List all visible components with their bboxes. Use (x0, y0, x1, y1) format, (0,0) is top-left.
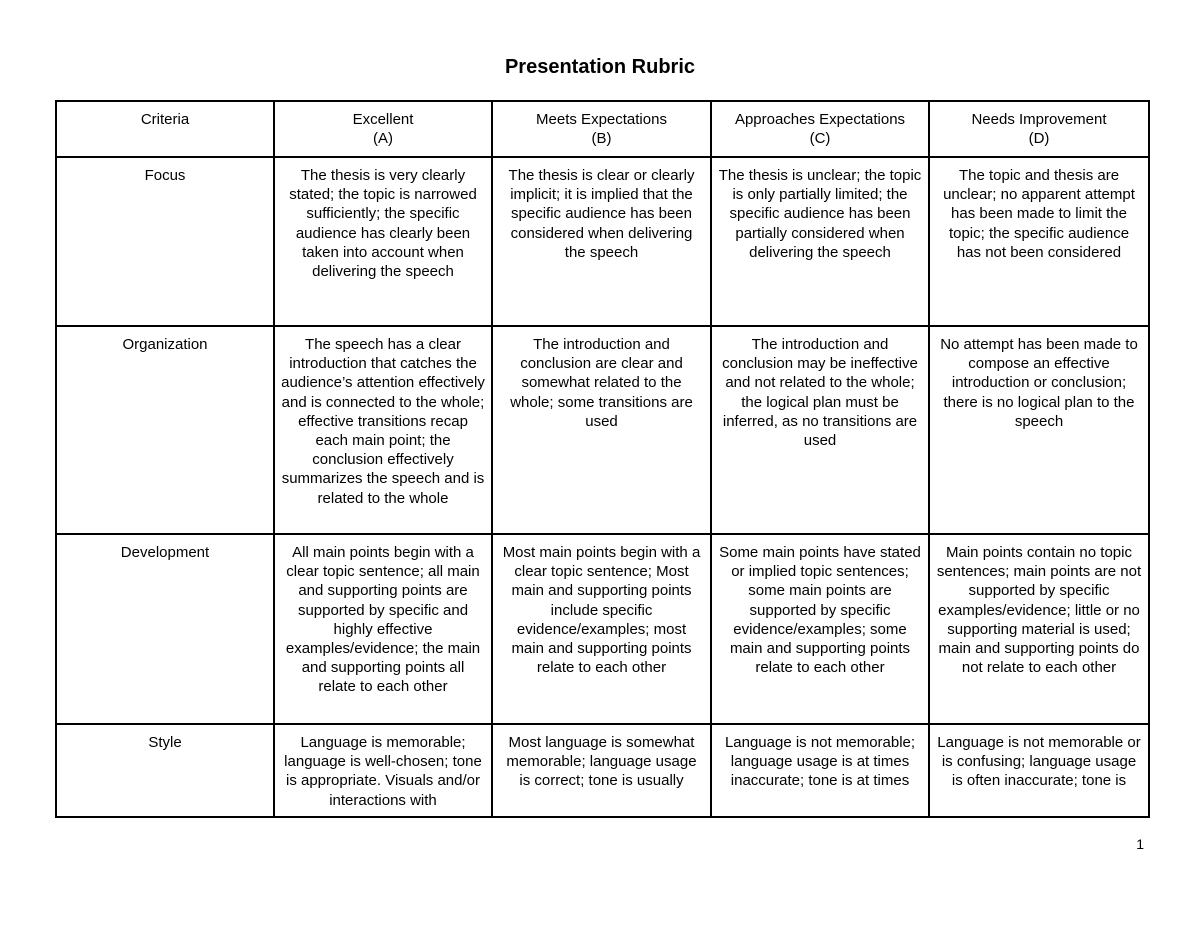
rubric-cell: The speech has a clear introduction that catches the audience’s attention effectively and is connected to the whole; effective transitions recap each main point; the conclusion effectively summarizes the speech and is related to the whole (274, 326, 492, 534)
rubric-cell: All main points begin with a clear topic sentence; all main and supporting points are supported by specific and highly effective examples/evidence; the main and supporting points all relate to each other (274, 534, 492, 724)
rubric-cell: Most main points begin with a clear topic sentence; Most main and supporting points include specific evidence/examples; most main and supporting points relate to each other (492, 534, 711, 724)
rubric-cell: The thesis is very clearly stated; the topic is narrowed sufficiently; the specific audience has clearly been taken into account when delivering the speech (274, 157, 492, 326)
level-label: Needs Improvement (971, 111, 1107, 128)
page-title: Presentation Rubric (504, 56, 696, 78)
criterion-cell: Focus (56, 157, 274, 326)
criterion-cell: Organization (56, 326, 274, 534)
level-grade: (A) (373, 130, 393, 148)
page-number: 1 (1136, 836, 1144, 852)
level-label: Excellent (352, 111, 414, 128)
rubric-table (55, 100, 1150, 818)
table-row-development (56, 534, 1149, 724)
rubric-cell: The introduction and conclusion are clear and somewhat related to the whole; some transitions are used (492, 326, 711, 534)
rubric-cell: The thesis is unclear; the topic is only partially limited; the specific audience has been partially considered when delivering the speech (711, 157, 929, 326)
table-row-organization (56, 326, 1149, 534)
level-label: Meets Expectations (536, 111, 667, 128)
table-row-focus (56, 157, 1149, 326)
rubric-cell: Most language is somewhat memorable; language usage is correct; tone is usually (492, 724, 711, 817)
rubric-cell: Main points contain no topic sentences; main points are not supported by specific examples/evidence; little or no supporting material is used; main and supporting points do not relate to each other (929, 534, 1149, 724)
level-grade: (B) (591, 130, 612, 148)
level-header-excellent (274, 101, 492, 157)
criterion-cell: Style (56, 724, 274, 817)
level-grade: (C) (809, 130, 831, 148)
level-grade: (D) (1028, 130, 1050, 148)
rubric-cell: Language is memorable; language is well-chosen; tone is appropriate. Visuals and/or interactions with (274, 724, 492, 817)
rubric-cell: The introduction and conclusion may be ineffective and not related to the whole; the logical plan must be inferred, as no transitions are used (711, 326, 929, 534)
level-header-meets-expectations (492, 101, 711, 157)
rubric-cell: No attempt has been made to compose an effective introduction or conclusion; there is no logical plan to the speech (929, 326, 1149, 534)
level-label: Approaches Expectations (734, 111, 906, 128)
rubric-cell: The thesis is clear or clearly implicit; it is implied that the specific audience has been considered when delivering the speech (492, 157, 711, 326)
rubric-cell: The topic and thesis are unclear; no apparent attempt has been made to limit the topic; the specific audience has not been considered (929, 157, 1149, 326)
rubric-cell: Language is not memorable; language usage is at times inaccurate; tone is at times (711, 724, 929, 817)
rubric-cell: Language is not memorable or is confusing; language usage is often inaccurate; tone is (929, 724, 1149, 817)
criterion-cell: Development (56, 534, 274, 724)
table-row-style (56, 724, 1149, 817)
rubric-cell: Some main points have stated or implied topic sentences; some main points are supported by specific evidence/examples; some main and supporting points relate to each other (711, 534, 929, 724)
level-header-approaches-expectations (711, 101, 929, 157)
criteria-header: Criteria (56, 101, 274, 157)
level-header-needs-improvement (929, 101, 1149, 157)
header-row (56, 101, 1149, 157)
